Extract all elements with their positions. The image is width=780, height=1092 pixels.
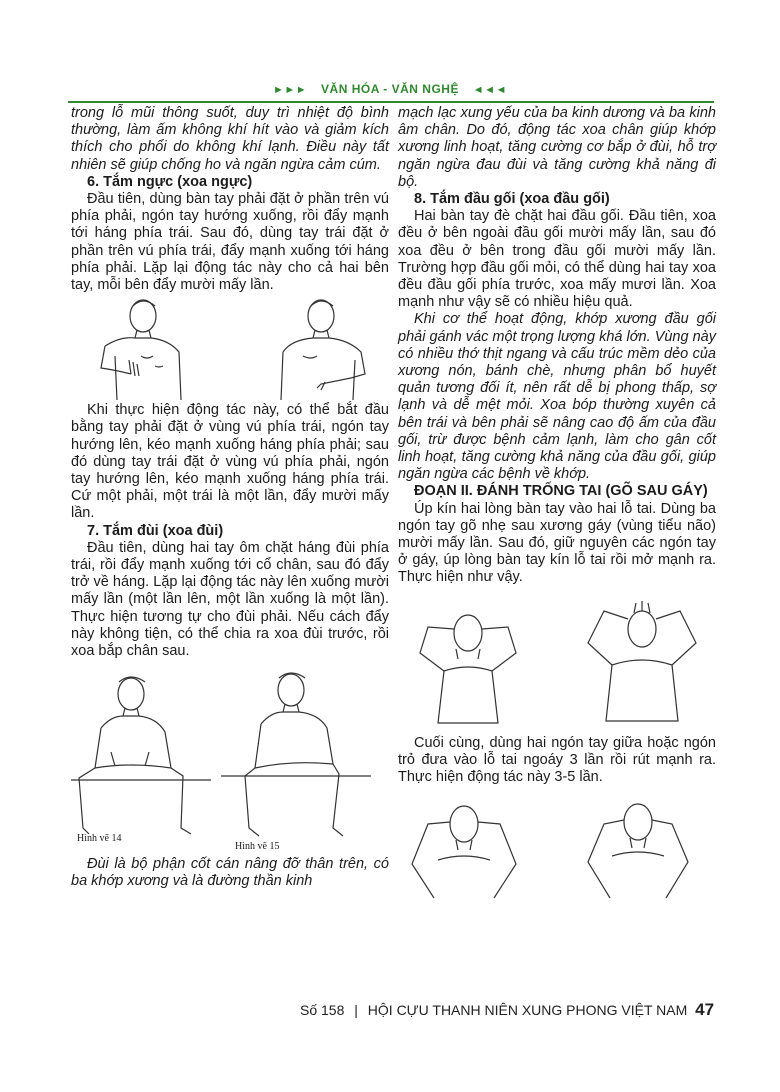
header-arrows-left: ►►► <box>273 84 308 96</box>
left-paragraph-4: Đầu tiên, dùng hai tay ôm chặt háng đùi phía trái, rồi đẩy mạnh xuống tới cổ chân, sau đó đẩy trở về háng. Lặp lại động tác này lên xuống mười mấy lần (một lần lên, một lần xuống là một lần). Thực hiện tương tự cho đùi phải. Nếu cách đẩy này không tiện, có thể chia ra xoa đùi trước, rồi xoa bắp chân sau. <box>71 539 389 660</box>
issue-number: Số 158 <box>300 1002 345 1018</box>
right-paragraph-4: Úp kín hai lòng bàn tay vào hai lỗ tai. Dùng ba ngón tay gõ nhẹ sau xương gáy (vùng tiểu não) mười mấy lần. Sau đó, giữ nguyên các ngón tay ở gáy, úp lòng bàn tay kín lỗ tai rồi mở mạnh ra. Thực hiện như vậy. <box>398 500 716 586</box>
heading-chest-bath: 6. Tắm ngực (xoa ngực) <box>87 173 253 190</box>
ear-finger-illustration <box>398 794 716 902</box>
heading-thigh-bath: 7. Tắm đùi (xoa đùi) <box>87 522 224 539</box>
right-paragraph-5: Cuối cùng, dùng hai ngón tay giữa hoặc ngón trỏ đưa vào lỗ tai ngoáy 3 lần rồi rút mạnh ra. Thực hiện động tác này 3-5 lần. <box>398 734 716 786</box>
page-number: 47 <box>695 1000 715 1019</box>
left-paragraph-5: Đùi là bộ phận cốt cán nâng đỡ thân trên, có ba khớp xương và là đường thần kinh <box>71 856 389 890</box>
header-divider <box>68 101 714 103</box>
figure-14-caption: Hình vẽ 14 <box>77 833 122 845</box>
section-title: VĂN HÓA - VĂN NGHỆ <box>321 82 459 96</box>
left-paragraph-3: Khi thực hiện động tác này, có thể bắt đầu bằng tay phải đặt ở vùng vú phía trái, ngón tay hướng lên, kéo mạnh xuống háng phía phải; sau đó dùng tay trái đặt ở vùng vú phía phải, ngón tay hướng lên, kéo mạnh xuống háng phía trái. Cứ một phải, một trái là một lần, đẩy mười mấy lần. <box>71 402 389 522</box>
left-column <box>71 105 389 891</box>
ear-covering-illustration <box>398 593 716 727</box>
right-paragraph-3: Khi cơ thể hoạt động, khớp xương đầu gối phải gánh vác một trọng lượng khá lớn. Vùng này có nhiều thớ thịt ngang và cấu trúc mềm dẻo của xương nón, bánh chè, nhưng phân bổ huyết quản tương đối ít, nên rất dễ bị phong thấp, sợ lạnh và dễ mệt mỏi. Xoa bóp thường xuyên cả bên trái và bên phải sẽ nâng cao độ ấm của đầu gối, trừ được bệnh cảm lạnh, làm cho gân cốt linh hoạt, tăng cường khả năng của đầu gối, giúp ngăn ngừa các bệnh về khớp. <box>398 311 716 483</box>
right-column <box>398 105 716 902</box>
chest-rubbing-illustration <box>71 294 389 402</box>
page-footer <box>300 1000 715 1020</box>
right-paragraph-1: mạch lạc xung yếu của ba kinh dương và ba kinh âm chân. Do đó, động tác xoa chân giúp khớp xương linh hoạt, tăng cường cơ bắp ở đùi, hỗ trợ ngăn ngừa đau đùi và tăng cường khả năng đi bộ. <box>398 105 716 190</box>
figure-15-caption: Hình vẽ 15 <box>235 841 280 853</box>
right-paragraph-2: Hai bàn tay đè chặt hai đầu gối. Đầu tiên, xoa đều ở bên ngoài đầu gối mười mấy lần, sau đó xoa đều ở bên trong đầu gối mười mấy lần. Trường hợp đầu gối mỏi, có thể dùng hai tay xoa đều đầu gối phía trước, xoa mấy mươi lần. Xoa mạnh như vậy sẽ có nhiều hiệu quả. <box>398 208 716 311</box>
left-paragraph-1: trong lỗ mũi thông suốt, duy trì nhiệt độ bình thường, làm ấm không khí hít vào và giảm kích thích cho phổi do không khí lạnh. Điều này tất nhiên sẽ giúp chống ho và ngăn ngừa cảm cúm. <box>71 105 389 173</box>
heading-knee-bath: 8. Tắm đầu gối (xoa đầu gối) <box>414 191 610 208</box>
section-header <box>0 82 780 96</box>
header-arrows-right: ◄◄◄ <box>472 84 507 96</box>
thigh-rubbing-illustration <box>71 668 389 852</box>
publication-name: HỘI CỰU THANH NIÊN XUNG PHONG VIỆT NAM <box>367 1002 688 1018</box>
section-heading-ear-drum: ĐOẠN II. ĐÁNH TRỐNG TAI (GÕ SAU GÁY) <box>414 483 708 500</box>
left-paragraph-2: Đầu tiên, dùng bàn tay phải đặt ở phần trên vú phía phải, ngón tay hướng xuống, rồi đẩy mạnh tới háng phía trái. Sau đó, dùng tay trái đặt ở phần trên vú phía trái, đẩy mạnh xuống tới háng phía phải. Lặp lại động tác này cho cả hai bên tay, mỗi bên đẩy mười mấy lần. <box>71 191 389 294</box>
footer-separator: | <box>354 1002 358 1018</box>
